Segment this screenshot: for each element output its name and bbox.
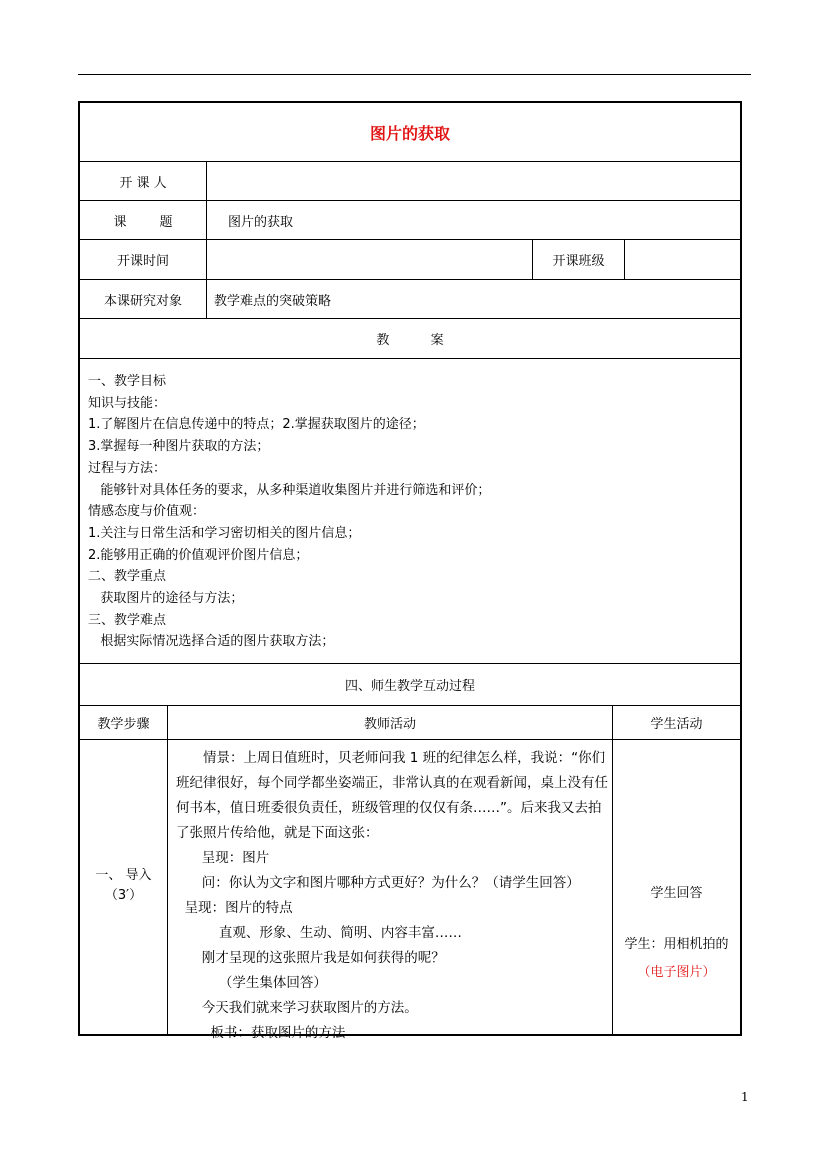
teacher-line: 直观、形象、生动、简明、内容丰富…… — [176, 925, 462, 941]
teacher-line: 呈现：图片 — [176, 850, 270, 866]
teacher-line: 今天我们就来学习获取图片的方法。 — [176, 1000, 418, 1016]
col-student-header: 学生活动 — [650, 717, 703, 732]
step-name: 一、 导入 — [95, 868, 152, 883]
teacher-paragraph: 情景：上周日值班时，贝老师问我 1 班的纪律怎么样，我说：“你们班纪律很好，每个同学都坐姿端正，非常认真的在观看新闻，桌上没有任何书本，值日班委很负责任，班级管理的仅仅有条……”。后来我又去拍了张照片传给他，就是下面这张： — [176, 750, 608, 841]
step-cell — [80, 740, 167, 1036]
student-activity-cell — [613, 740, 740, 1036]
plan-line: 能够针对具体任务的要求，从多种渠道收集图片并进行筛选和评价； — [88, 482, 491, 498]
plan-line: 一、教学目标 — [88, 374, 167, 389]
plan-body — [80, 359, 740, 664]
time-row — [80, 240, 740, 280]
research-row — [80, 280, 740, 319]
class-label: 开课班级 — [552, 254, 605, 269]
teacher-line: 板书：获取图片的方法 — [176, 1025, 346, 1041]
step-time: （3′） — [104, 888, 143, 903]
col-teacher-header: 教师活动 — [363, 717, 416, 732]
research-label: 本课研究对象 — [103, 293, 182, 309]
teacher-line: 呈现：图片的特点 — [176, 900, 293, 916]
plan-line: 2.能够用正确的价值观评价图片信息； — [88, 547, 309, 563]
teacher-line: 问：你认为文字和图片哪种方式更好？为什么？（请学生回答） — [176, 875, 580, 891]
lesson-plan-table — [78, 101, 742, 1041]
lecturer-row — [80, 162, 740, 201]
plan-line: 三、教学难点 — [88, 612, 167, 628]
teacher-line: 刚才呈现的这张照片我是如何获得的呢？ — [176, 950, 445, 966]
student-digital: （电子图片） — [637, 965, 716, 980]
interaction-heading-row — [80, 664, 740, 706]
time-label: 开课时间 — [116, 254, 169, 269]
plan-lines — [88, 371, 490, 653]
lecturer-label: 开 课 人 — [119, 175, 167, 191]
plan-heading: 教 案 — [376, 333, 444, 348]
title-row — [80, 103, 740, 162]
plan-heading-row — [80, 319, 740, 359]
plan-line: 知识与技能： — [88, 395, 167, 411]
interaction-body-row — [80, 740, 740, 1041]
teacher-line: （学生集体回答） — [176, 975, 327, 991]
topic-label: 课 题 — [113, 214, 173, 230]
student-answer: 学生回答 — [650, 886, 703, 901]
plan-line: 1.了解图片在信息传递中的特点；2.掌握获取图片的途径； — [88, 417, 425, 433]
student-camera: 学生：用相机拍的 — [624, 937, 729, 952]
research-value: 教学难点的突破策略 — [214, 293, 332, 309]
teacher-activity-cell — [168, 740, 612, 1041]
topic-value: 图片的获取 — [228, 214, 294, 230]
plan-line: 1.关注与日常生活和学习密切相关的图片信息； — [88, 525, 361, 541]
plan-line: 过程与方法： — [88, 460, 167, 476]
plan-line: 二、教学重点 — [88, 569, 167, 585]
topic-row — [80, 201, 740, 240]
header-rule — [78, 74, 751, 75]
col-step-header: 教学步骤 — [97, 717, 150, 732]
page-number: 1 — [741, 1090, 749, 1104]
lecturer-value — [207, 162, 740, 200]
plan-line: 情感态度与价值观： — [88, 504, 206, 520]
interaction-heading: 四、师生教学互动过程 — [344, 679, 475, 694]
plan-line: 获取图片的途径与方法； — [88, 591, 244, 607]
plan-line: 3.掌握每一种图片获取的方法； — [88, 439, 270, 455]
time-value — [207, 240, 532, 279]
plan-line: 根据实际情况选择合适的图片获取方法； — [88, 634, 335, 650]
class-value — [625, 240, 740, 279]
interaction-header-row — [80, 706, 740, 740]
page-title: 图片的获取 — [369, 123, 450, 143]
